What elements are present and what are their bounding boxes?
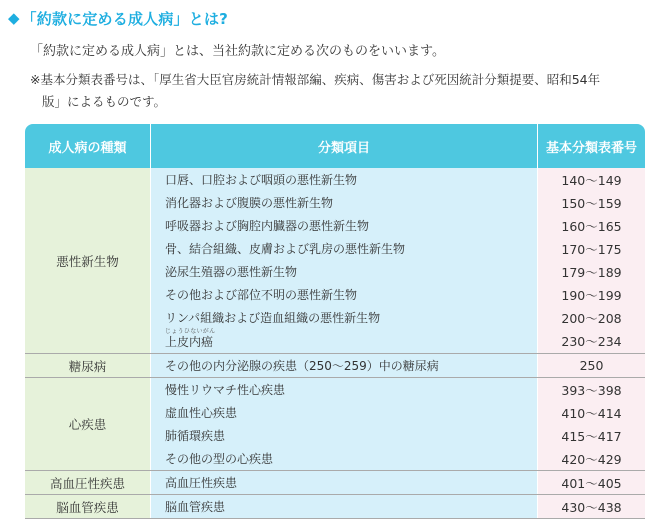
code-cell: 170〜175 [561,241,622,257]
code-column [538,471,645,494]
table-group [25,354,645,378]
code-cell: 179〜189 [561,264,622,280]
category-item-cell: 消化器および腹膜の悪性新生物 [165,196,334,210]
code-cell: 200〜208 [561,310,622,326]
furigana: じょうひないがん [165,327,216,335]
code-cell: 393〜398 [561,382,622,398]
header-code: 基本分類表番号 [545,140,637,156]
category-item-cell: リンパ組織および造血組織の悪性新生物 [165,311,381,325]
code-cell: 140〜149 [561,172,622,188]
category-item-column [150,168,538,353]
code-column [538,168,645,353]
code-cell: 250 [579,358,604,373]
category-item-text: 上皮内癌 [165,334,214,349]
table-group [25,168,645,354]
category-item-cell: 高血圧性疾患 [165,476,238,490]
category-item-cell: 泌尿生殖器の悪性新生物 [165,265,298,279]
code-cell: 415〜417 [561,428,622,444]
category-item-column [150,354,538,377]
footnote [30,69,656,113]
code-cell: 420〜429 [561,451,622,467]
table-group [25,495,645,519]
footnote-line-2: 版」によるものです。 [42,94,167,109]
category-item-column [150,471,538,494]
category-item-cell: 脳血管疾患 [165,500,226,514]
table-group [25,471,645,495]
category-item-column [150,495,538,518]
table-header [25,124,645,168]
code-cell: 150〜159 [561,195,622,211]
category-item-cell: その他および部位不明の悪性新生物 [165,288,358,302]
section-title: 「約款に定める成人病」とは? [21,9,229,28]
table-body [25,168,645,519]
code-cell: 410〜414 [561,405,622,421]
category-item-cell: 肺循環疾患 [165,429,226,443]
disease-type-cell: 心疾患 [25,378,150,470]
category-item-cell: 呼吸器および胸腔内臓器の悪性新生物 [165,219,370,233]
category-item-cell: その他の型の心疾患 [165,452,274,466]
ruby-text-wrapper [165,327,216,350]
header-category-item: 分類項目 [150,124,538,168]
section-heading [8,6,228,30]
code-cell: 190〜199 [561,287,622,303]
disease-type-cell: 悪性新生物 [25,168,150,353]
code-cell: 401〜405 [561,475,622,491]
disease-type-cell: 糖尿病 [25,354,150,377]
code-column [538,495,645,518]
footnote-line-1: ※基本分類表番号は、「厚生省大臣官房統計情報部編、疾病、傷害および死因統計分類提要、昭和54年 [30,72,601,87]
description-text: 「約款に定める成人病」とは、当社約款に定める次のものをいいます。 [30,44,445,59]
code-column [538,378,645,470]
category-item-cell: 口唇、口腔および咽頭の悪性新生物 [165,173,358,187]
category-item-column [150,378,538,470]
code-cell: 160〜165 [561,218,622,234]
code-column [538,354,645,377]
code-cell: 430〜438 [561,499,622,515]
code-cell: 230〜234 [561,334,622,349]
category-item-cell: 骨、結合組織、皮膚および乳房の悪性新生物 [165,242,406,256]
category-item-cell: 慢性リウマチ性心疾患 [165,383,286,397]
table-group [25,378,645,471]
disease-classification-table [25,124,645,519]
header-disease-type: 成人病の種類 [48,140,127,156]
disease-type-cell: 高血圧性疾患 [25,471,150,494]
category-item-cell [151,329,537,353]
category-item-cell: 虚血性心疾患 [165,406,238,420]
category-item-cell: その他の内分泌腺の疾患（250〜259）中の糖尿病 [165,359,439,373]
diamond-icon: ◆ [8,8,20,27]
disease-type-cell: 脳血管疾患 [25,495,150,518]
